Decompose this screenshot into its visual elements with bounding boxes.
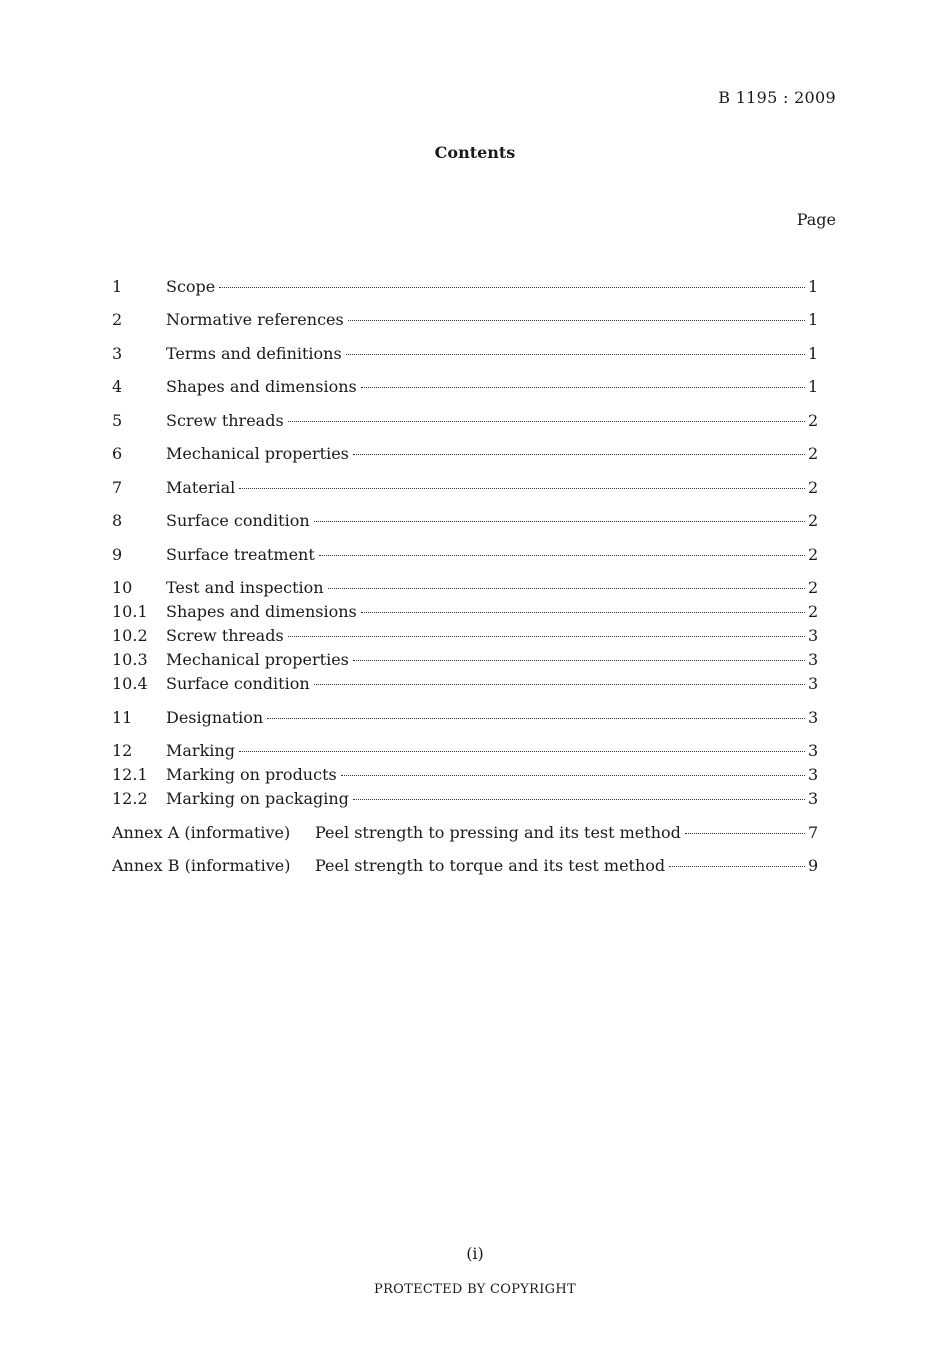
toc-number: 1 bbox=[112, 277, 123, 296]
toc-entry-8[interactable] bbox=[112, 510, 818, 532]
toc-number: 8 bbox=[112, 511, 123, 530]
toc-number: 10.4 bbox=[112, 674, 148, 693]
toc-page: 3 bbox=[808, 741, 819, 760]
dot-leader bbox=[239, 484, 805, 489]
annex-page: 7 bbox=[808, 823, 819, 842]
toc-entry-10-2[interactable] bbox=[112, 625, 818, 647]
toc-number: 2 bbox=[112, 310, 123, 329]
toc-entry-12[interactable] bbox=[112, 740, 818, 762]
toc-entry-3[interactable] bbox=[112, 343, 818, 365]
toc-page: 3 bbox=[808, 626, 819, 645]
toc-page: 2 bbox=[808, 602, 819, 621]
dot-leader bbox=[348, 316, 805, 321]
dot-leader bbox=[353, 795, 805, 800]
toc-entry-7[interactable] bbox=[112, 477, 818, 499]
toc-title: Screw threads bbox=[166, 626, 284, 645]
page-title: Contents bbox=[434, 143, 516, 162]
dot-leader bbox=[328, 584, 805, 589]
dot-leader bbox=[288, 417, 805, 422]
toc-number: 4 bbox=[112, 377, 123, 396]
dot-leader bbox=[346, 350, 805, 355]
toc-entry-12-2[interactable] bbox=[112, 788, 818, 810]
dot-leader bbox=[361, 383, 805, 388]
toc-title: Designation bbox=[166, 708, 264, 727]
annex-title: Peel strength to torque and its test method bbox=[315, 856, 666, 875]
copyright-notice: PROTECTED BY COPYRIGHT bbox=[374, 1282, 576, 1297]
toc-title: Surface condition bbox=[166, 511, 310, 530]
toc-page: 3 bbox=[808, 650, 819, 669]
toc-page: 2 bbox=[808, 545, 819, 564]
toc-page: 2 bbox=[808, 444, 819, 463]
toc-page: 2 bbox=[808, 578, 819, 597]
toc-title: Scope bbox=[166, 277, 216, 296]
toc-title: Mechanical properties bbox=[166, 444, 349, 463]
toc-number: 6 bbox=[112, 444, 123, 463]
document-code: B 1195 : 2009 bbox=[718, 88, 836, 107]
dot-leader bbox=[239, 747, 805, 752]
toc-number: 10 bbox=[112, 578, 133, 597]
toc-page: 3 bbox=[808, 789, 819, 808]
dot-leader bbox=[219, 283, 805, 288]
toc-entry-1[interactable] bbox=[112, 276, 818, 298]
toc-page: 1 bbox=[808, 377, 819, 396]
toc-annex-a[interactable] bbox=[112, 822, 818, 844]
toc-page: 3 bbox=[808, 708, 819, 727]
toc-number: 12 bbox=[112, 741, 133, 760]
toc-title: Mechanical properties bbox=[166, 650, 349, 669]
toc-annex-b[interactable] bbox=[112, 855, 818, 877]
dot-leader bbox=[353, 656, 805, 661]
toc-page: 2 bbox=[808, 511, 819, 530]
dot-leader bbox=[314, 680, 805, 685]
dot-leader bbox=[314, 517, 805, 522]
toc-title: Material bbox=[166, 478, 236, 497]
annex-label: Annex B (informative) bbox=[112, 856, 291, 875]
toc-number: 12.1 bbox=[112, 765, 148, 784]
toc-number: 3 bbox=[112, 344, 123, 363]
toc-entry-5[interactable] bbox=[112, 410, 818, 432]
toc-title: Marking on products bbox=[166, 765, 337, 784]
toc-entry-10[interactable] bbox=[112, 577, 818, 599]
dot-leader bbox=[669, 862, 805, 867]
toc-page: 3 bbox=[808, 765, 819, 784]
annex-page: 9 bbox=[808, 856, 819, 875]
toc-title: Marking on packaging bbox=[166, 789, 349, 808]
toc-entry-10-1[interactable] bbox=[112, 601, 818, 623]
toc-number: 12.2 bbox=[112, 789, 148, 808]
toc-number: 5 bbox=[112, 411, 123, 430]
toc-title: Terms and definitions bbox=[166, 344, 342, 363]
toc-entry-10-3[interactable] bbox=[112, 649, 818, 671]
toc-entry-10-4[interactable] bbox=[112, 673, 818, 695]
toc-number: 7 bbox=[112, 478, 123, 497]
toc-number: 10.3 bbox=[112, 650, 148, 669]
dot-leader bbox=[341, 771, 805, 776]
toc-entry-9[interactable] bbox=[112, 544, 818, 566]
toc-number: 10.1 bbox=[112, 602, 148, 621]
toc-title: Test and inspection bbox=[166, 578, 324, 597]
dot-leader bbox=[319, 551, 805, 556]
toc-title: Normative references bbox=[166, 310, 344, 329]
toc-entry-2[interactable] bbox=[112, 309, 818, 331]
toc-number: 11 bbox=[112, 708, 133, 727]
dot-leader bbox=[288, 632, 805, 637]
dot-leader bbox=[353, 450, 805, 455]
toc-page: 1 bbox=[808, 277, 819, 296]
toc-number: 10.2 bbox=[112, 626, 148, 645]
toc-entry-11[interactable] bbox=[112, 707, 818, 729]
toc-entry-4[interactable] bbox=[112, 376, 818, 398]
toc-page: 2 bbox=[808, 411, 819, 430]
toc-page: 3 bbox=[808, 674, 819, 693]
toc-page: 2 bbox=[808, 478, 819, 497]
toc-title: Shapes and dimensions bbox=[166, 377, 357, 396]
toc-title: Surface treatment bbox=[166, 545, 315, 564]
toc-title: Surface condition bbox=[166, 674, 310, 693]
toc-title: Shapes and dimensions bbox=[166, 602, 357, 621]
annex-label: Annex A (informative) bbox=[112, 823, 291, 842]
annex-title: Peel strength to pressing and its test method bbox=[315, 823, 681, 842]
dot-leader bbox=[267, 714, 805, 719]
dot-leader bbox=[361, 608, 805, 613]
toc-number: 9 bbox=[112, 545, 123, 564]
toc-entry-6[interactable] bbox=[112, 443, 818, 465]
dot-leader bbox=[685, 829, 805, 834]
toc-title: Marking bbox=[166, 741, 235, 760]
page-column-label: Page bbox=[796, 210, 836, 229]
toc-title: Screw threads bbox=[166, 411, 284, 430]
page-folio: (i) bbox=[466, 1244, 484, 1263]
toc-entry-12-1[interactable] bbox=[112, 764, 818, 786]
toc-page: 1 bbox=[808, 310, 819, 329]
toc-page: 1 bbox=[808, 344, 819, 363]
